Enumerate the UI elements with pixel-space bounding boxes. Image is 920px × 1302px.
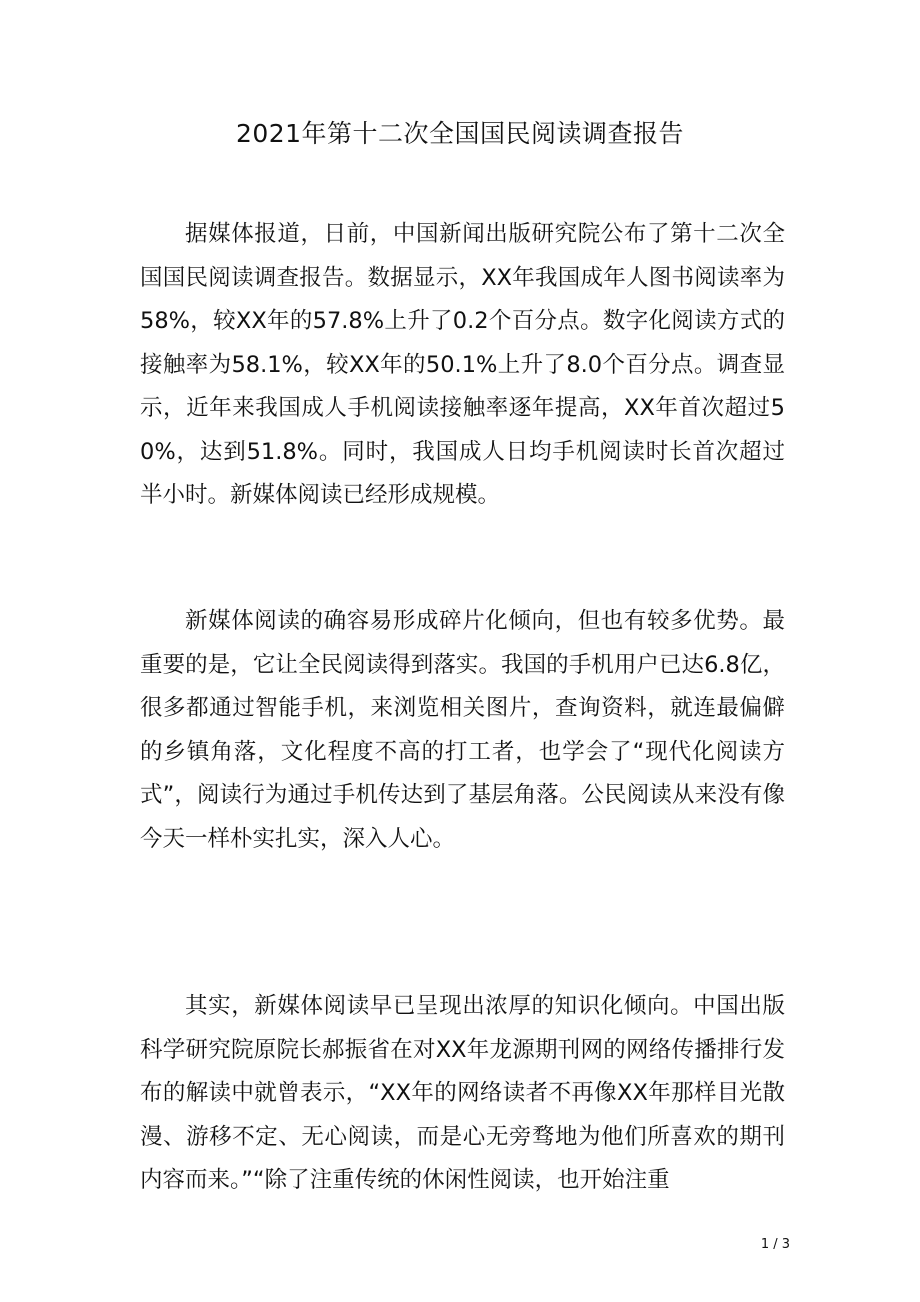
document-title: 2021年第十二次全国国民阅读调查报告 (235, 119, 685, 148)
paragraph-2: 新媒体阅读的确容易形成碎片化倾向，但也有较多优势。最重要的是，它让全民阅读得到落实。我国的手机用户已达6.8亿，很多都通过智能手机，来浏览相关图片，查询资料，就连最偏僻的乡镇角落，文化程度不高的打工者，也学会了“现代化阅读方式”，阅读行为通过手机传达到了基层角落。公民阅读从来没有像今天一样朴实扎实，深入人心。 (140, 608, 785, 852)
paragraph-3: 其实，新媒体阅读早已呈现出浓厚的知识化倾向。中国出版科学研究院原院长郝振省在对XX年龙源期刊网的网络传播排行发布的解读中就曾表示，“XX年的网络读者不再像XX年那样目光散漫、游移不定、无心阅读，而是心无旁骛地为他们所喜欢的期刊内容而来。”“除了注重传统的休闲性阅读，也开始注重 (140, 993, 785, 1193)
page-number: 1 / 3 (760, 1237, 790, 1252)
paragraph-1: 据媒体报道，日前，中国新闻出版研究院公布了第十二次全国国民阅读调查报告。数据显示，XX年我国成年人图书阅读率为58%，较XX年的57.8%上升了0.2个百分点。数字化阅读方式的接触率为58.1%，较XX年的50.1%上升了8.0个百分点。调查显示，近年来我国成人手机阅读接触率逐年提高，XX年首次超过50%，达到51.8%。同时，我国成人日均手机阅读时长首次超过半小时。新媒体阅读已经形成规模。 (140, 221, 785, 508)
